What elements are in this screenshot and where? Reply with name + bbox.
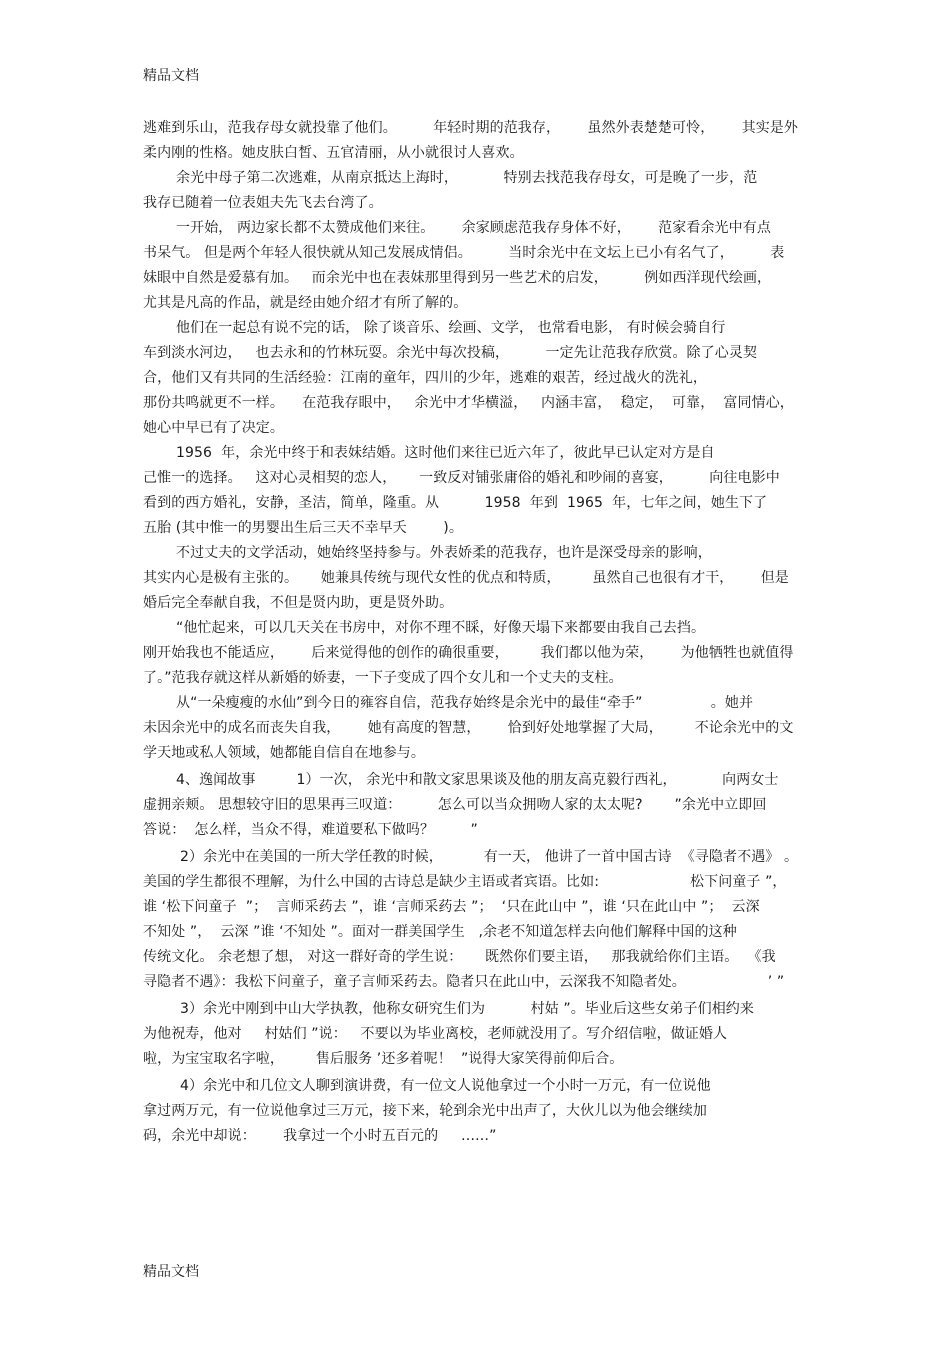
text-line: 啦，为宝宝取名字啦， 售后服务 ’还多着呢！ ”说得大家笑得前仰后合。 [143, 1051, 624, 1067]
text-line: 己惟一的选择。 这对心灵相契的恋人， 一致反对铺张庸俗的婚礼和吵闹的喜宴， 向往电影中 [143, 470, 780, 486]
text-line: 答说： 怎么样，当众不得，难道要私下做吗？ ” [143, 822, 478, 838]
text-line: 看到的西方婚礼，安静，圣洁，简单，隆重。从 1958 年到 1965 年，七年之间，她生下了 [143, 495, 768, 511]
text-line: 不过丈夫的文学活动，她始终坚持参与。外表娇柔的范我存，也许是深受母亲的影响， [176, 545, 712, 561]
text-line: 婚后完全奉献自我，不但是贤内助，更是贤外助。 [143, 595, 454, 611]
text-line: 3）余光中刚到中山大学执教，他称女研究生们为 村姑 ”。毕业后这些女弟子们相约来 [180, 1001, 755, 1017]
text-line: 拿过两万元，有一位说他拿过三万元，接下来，轮到余光中出声了，大伙儿以为他会继续加 [143, 1103, 707, 1119]
text-line: 五胎 (其中惟一的男婴出生后三天不幸早夭 )。 [143, 520, 463, 536]
text-line: 学天地或私人领域，她都能自信自在地参与。 [143, 745, 425, 761]
text-line: 我存已随着一位表姐夫先飞去台湾了。 [143, 195, 383, 211]
text-line: 车到淡水河边， 也去永和的竹林玩耍。余光中每次投稿， 一定先让范我存欣赏。除了心灵契 [143, 345, 758, 361]
text-line: 柔内刚的性格。她皮肤白皙、五官清丽，从小就很讨人喜欢。 [143, 145, 524, 161]
text-line: 逃难到乐山，范我存母女就投靠了他们。 年轻时期的范我存， 虽然外表楚楚可怜， 其实是外 [143, 120, 799, 136]
text-line: 刚开始我也不能适应， 后来觉得他的创作的确很重要， 我们都以他为荣， 为他牺牲也就值得 [143, 645, 794, 661]
text-line: 1956 年，余光中终于和表妹结婚。这时他们来往已近六年了，彼此早已认定对方是自 [176, 445, 715, 461]
page-header-label: 精品文档 [143, 68, 199, 84]
text-line: 余光中母子第二次逃难，从南京抵达上海时， 特别去找范我存母女，可是晚了一步，范 [176, 170, 758, 186]
text-line: 妹眼中自然是爱慕有加。 而余光中也在表妹那里得到另一些艺术的启发， 例如西洋现代绘画， [143, 270, 772, 286]
text-line: 为他祝寿，他对 村姑们 ”说： 不要以为毕业离校，老师就没用了。写介绍信啦，做证婚人 [143, 1026, 728, 1042]
text-line: 寻隐者不遇》：我松下问童子，童子言师采药去。隐者只在此山中，云深我不知隐者处。 ’ ” [143, 974, 785, 990]
text-line: 书呆气。 但是两个年轻人很快就从知己发展成情侣。 当时余光中在文坛上已小有名气了， 表 [143, 245, 785, 261]
text-line: “他忙起来，可以几天关在书房中，对你不理不睬，好像天塌下来都要由我自己去挡。 [176, 620, 706, 636]
text-line: 她心中早已有了决定。 [143, 420, 284, 436]
text-line: 2）余光中在美国的一所大学任教的时候， 有一天， 他讲了一首中国古诗 《寻隐者不遇》 。 [180, 849, 799, 865]
text-line: 码，余光中却说： 我拿过一个小时五百元的 ……” [143, 1128, 497, 1144]
text-line: 一开始， 两边家长都不太赞成他们来往。 余家顾虑范我存身体不好， 范家看余光中有点 [176, 220, 771, 236]
text-line: 美国的学生都很不理解，为什么中国的古诗总是缺少主语或者宾语。比如: 松下问童子 ”， [143, 874, 787, 890]
text-line: 从“一朵瘦瘦的水仙”到今日的雍容自信，范我存始终是余光中的最佳“牵手” 。她并 [176, 695, 754, 711]
text-line: 其实内心是极有主张的。 她兼具传统与现代女性的优点和特质， 虽然自己也很有才干， 但是 [143, 570, 789, 586]
text-line: 合，他们又有共同的生活经验：江南的童年，四川的少年，逃难的艰苦，经过战火的洗礼， [143, 370, 707, 386]
text-line: 他们在一起总有说不完的话， 除了谈音乐、绘画、文学， 也常看电影， 有时候会骑自行 [176, 320, 726, 336]
text-line: 4、逸闻故事 1）一次， 余光中和散文家思果谈及他的朋友高克毅行西礼， 向两女士 [176, 772, 779, 788]
page-footer-label: 精品文档 [143, 1264, 199, 1280]
text-line: 了。”范我存就这样从新婚的娇妻，一下子变成了四个女儿和一个丈夫的支柱。 [143, 670, 623, 686]
text-line: 那份共鸣就更不一样。 在范我存眼中， 余光中才华横溢， 内涵丰富， 稳定， 可靠， 富同情心， [143, 395, 794, 411]
text-line: 不知处 ”， 云深 ”谁 ‘不知处 ”。面对一群美国学生 ,余老不知道怎样去向他们解释中国的这种 [143, 924, 737, 940]
text-line: 尤其是凡高的作品，就是经由她介绍才有所了解的。 [143, 295, 468, 311]
text-line: 虚拥亲颊。 思想较守旧的思果再三叹道： 怎么可以当众拥吻人家的太太呢? ”余光中立即回 [143, 797, 767, 813]
text-line: 未因余光中的成名而丧失自我， 她有高度的智慧， 恰到好处地掌握了大局， 不论余光中的文 [143, 720, 794, 736]
text-line: 谁 ‘松下问童子 ”； 言师采药去 ”，谁 ‘言师采药去 ”； ‘只在此山中 ”，谁 ‘只在此山中 ”； 云深 [143, 899, 760, 915]
text-line: 4）余光中和几位文人聊到演讲费，有一位文人说他拿过一个小时一万元，有一位说他 [180, 1078, 711, 1094]
text-line: 传统文化。 余老想了想， 对这一群好奇的学生说： 既然你们要主语， 那我就给你们主语。 《我 [143, 949, 776, 965]
